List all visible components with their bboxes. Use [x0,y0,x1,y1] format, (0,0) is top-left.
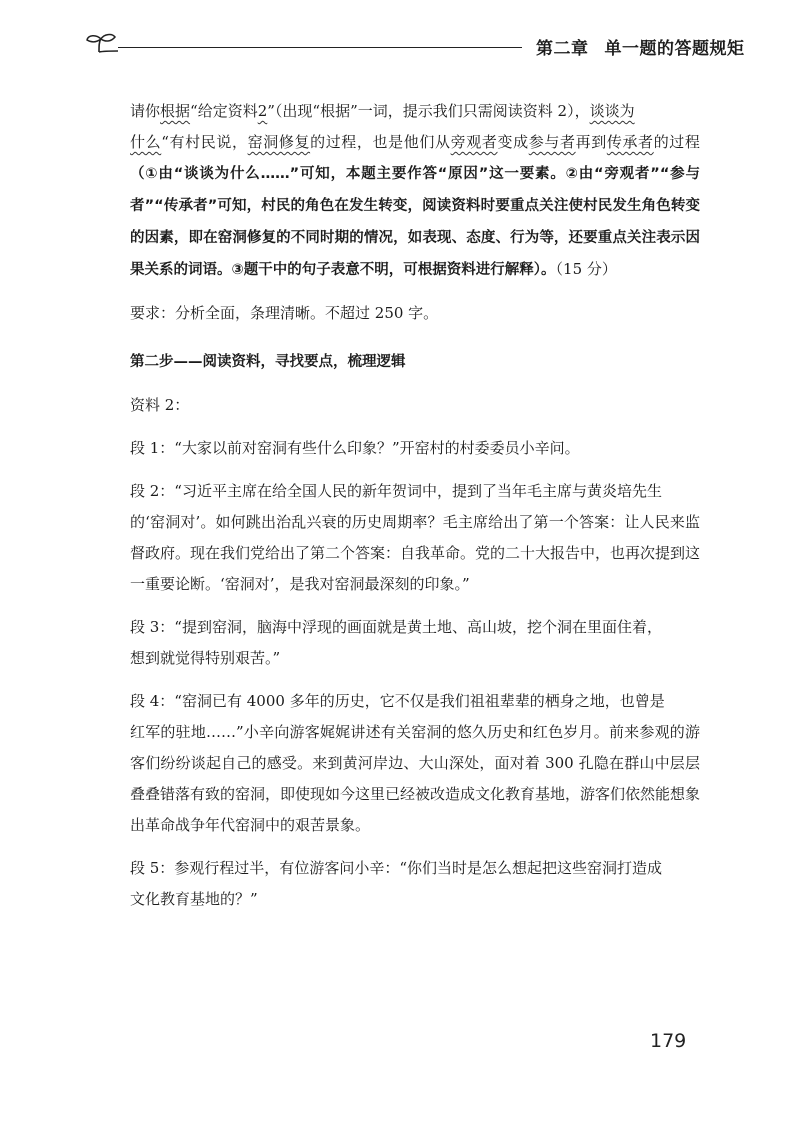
paragraph-3-cont: 想到就觉得特别艰苦。” [130,649,281,667]
sprout-icon [84,32,118,54]
page-number: 179 [650,1030,687,1052]
page-header [84,28,745,62]
chapter-title: 单一题的答题规矩 [604,39,745,59]
chapter-label: 第二章 [536,39,589,59]
paragraph-4: 段 4：“窑洞已有 4000 多年的历史，它不仅是我们祖祖辈辈的栖身之地，也曾是 [130,692,665,710]
task-statement-cont: 什么“有村民说，窑洞修复的过程，也是他们从旁观者变成参与者再到传承者的过程（①由“谈谈为什么……”可知，本题主要作答“原因”这一要素。②由“旁观者”“参与者”“传承者”可知，村民的角色在发生转变，阅读资料时要重点关注使村民发生角色转变的因素，即在窑洞修复的不同时期的情况，如表现、态度、行为等，还要重点关注表示因果关系的词语。③题干中的句子表意不明，可根据资料进行解释）。（15 分） [130,133,700,278]
header-rule [118,47,522,48]
requirement: 要求：分析全面，条理清晰。不超过 250 字。 [130,304,439,322]
task-analysis: （①由“谈谈为什么……”可知，本题主要作答“原因”这一要素。②由“旁观者”“参与者”“传承者”可知，村民的角色在发生转变，阅读资料时要重点关注使村民发生角色转变的因素，即在窑洞修复的不同时期的情况，如表现、态度、行为等，还要重点关注表示因果关系的词语。③题干中的句子表意不明，可根据资料进行解释）。 [130,166,700,278]
paragraph-2-cont: 的‘窑洞对’。如何跳出治乱兴衰的历史周期率？毛主席给出了第一个答案：让人民来监督政府。现在我们党给出了第二个答案：自我革命。党的二十大报告中，也再次提到这一重要论断。‘窑洞对’，是我对窑洞最深刻的印象。” [130,513,701,593]
page-content [130,96,700,927]
step-heading: 第二步——阅读资料，寻找要点，梳理逻辑 [130,354,406,370]
paragraph-2: 段 2：“习近平主席在给全国人民的新年贺词中，提到了当年毛主席与黄炎培先生 [130,482,662,500]
paragraph-3: 段 3：“提到窑洞，脑海中浮现的画面就是黄土地、高山坡，挖个洞在里面住着， [130,618,662,636]
paragraph-1: 段 1：“大家以前对窑洞有些什么印象？”开窑村的村委委员小辛问。 [130,439,580,457]
task-statement: 请你根据“给定资料2”（出现“根据”一词，提示我们只需阅读资料 2），谈谈为 [130,102,635,120]
paragraph-5: 段 5：参观行程过半，有位游客问小辛：“你们当时是怎么想起把这些窑洞打造成 [130,859,662,877]
material-label: 资料 2： [130,396,190,414]
paragraph-5-cont: 文化教育基地的？” [130,890,258,908]
header-title [536,34,745,59]
task-score: （15 分） [555,260,617,278]
paragraph-4-cont: 红军的驻地……”小辛向游客娓娓讲述有关窑洞的悠久历史和红色岁月。前来参观的游客们纷纷谈起自己的感受。来到黄河岸边、大山深处，面对着 300 孔隐在群山中层层叠叠错落有致的窑洞，即使现如今这里已经被改造成文化教育基地，游客们依然能想象出革命战争年代窑洞中的艰苦景象。 [130,723,701,834]
